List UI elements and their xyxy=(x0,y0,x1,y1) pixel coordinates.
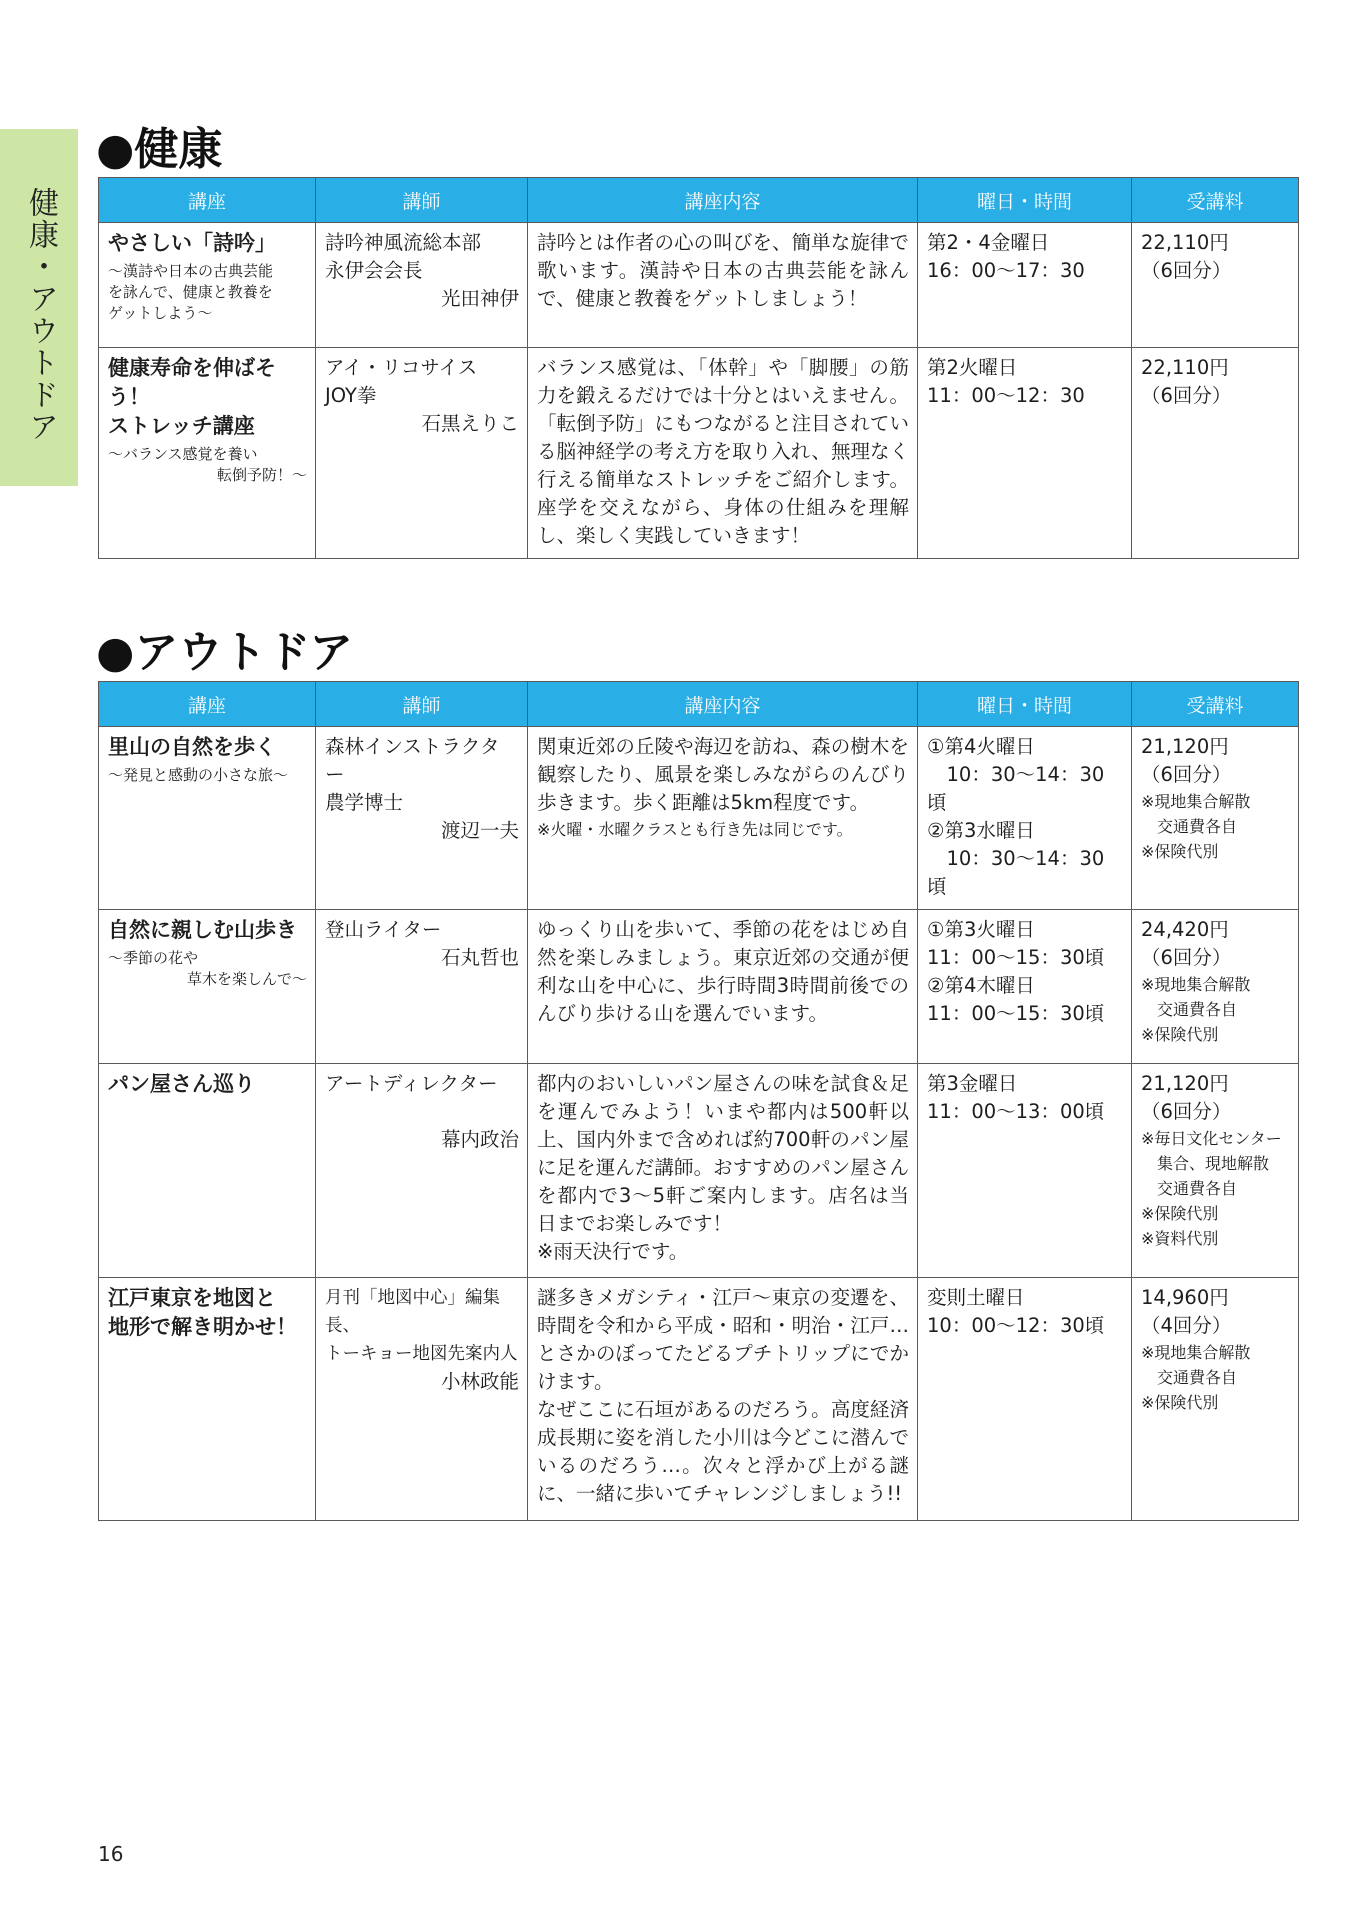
course-description-extra: なぜここに石垣があるのだろう。高度経済成長期に姿を消した小川は今どこに潜んでいるのだろう…。次々と浮かび上がる謎に、一緒に歩いてチャレンジしましょう!! xyxy=(537,1398,909,1505)
instructor-cell xyxy=(316,910,528,1064)
instructor-cell xyxy=(316,727,528,910)
header-course: 講座 xyxy=(99,682,316,727)
instructor-affiliation: 農学博士 xyxy=(325,791,404,814)
course-cell xyxy=(99,1064,316,1278)
header-schedule: 曜日・時間 xyxy=(918,682,1132,727)
fee-cell xyxy=(1132,1064,1299,1278)
course-cell xyxy=(99,1278,316,1521)
content-cell xyxy=(528,223,918,348)
spacer xyxy=(325,1098,519,1126)
fee-note: 交通費各自 xyxy=(1141,1179,1238,1198)
fee-note: ※保険代別 xyxy=(1141,1204,1219,1223)
course-subtitle-line: ～バランス感覚を養い xyxy=(108,445,258,463)
section-side-tab xyxy=(0,129,78,486)
instructor-affiliation: 登山ライター xyxy=(325,918,442,941)
schedule-line: 第2・4金曜日 xyxy=(927,231,1050,254)
schedule-line: ①第4火曜日 xyxy=(927,735,1035,758)
course-description: 謎多きメガシティ・江戸～東京の変遷を、時間を令和から平成・昭和・明治・江戸…とさかのぼってたどるプチトリップにでかけます。 xyxy=(537,1286,909,1393)
schedule-cell xyxy=(918,1278,1132,1521)
table-row xyxy=(99,727,1299,910)
table-row xyxy=(99,910,1299,1064)
header-course: 講座 xyxy=(99,178,316,223)
instructor-cell xyxy=(316,223,528,348)
content-cell xyxy=(528,910,918,1064)
schedule-line: 10：30～14：30頃 xyxy=(927,847,1105,898)
course-cell xyxy=(99,348,316,559)
schedule-line: 11：00～15：30頃 xyxy=(927,1002,1105,1025)
fee-amount: 21,120円 xyxy=(1141,1072,1229,1095)
table-header-row xyxy=(99,178,1299,223)
course-subtitle-line: ～漢詩や日本の古典芸能 xyxy=(108,262,274,280)
course-description: 詩吟とは作者の心の叫びを、簡単な旋律で歌います。漢詩や日本の古典芸能を詠んで、健康と教養をゲットしましょう！ xyxy=(537,231,909,310)
fee-cell xyxy=(1132,348,1299,559)
fee-sessions: （6回分） xyxy=(1141,259,1232,282)
fee-note: ※保険代別 xyxy=(1141,1393,1219,1412)
fee-amount: 21,120円 xyxy=(1141,735,1229,758)
course-table-health xyxy=(98,177,1299,559)
course-subtitle: ～発見と感動の小さな旅～ xyxy=(108,766,289,784)
table-header-row xyxy=(99,682,1299,727)
course-cell xyxy=(99,910,316,1064)
course-subtitle-line: 転倒予防！～ xyxy=(216,466,307,484)
fee-cell xyxy=(1132,223,1299,348)
instructor-name: 光田神伊 xyxy=(440,287,519,310)
fee-note: 交通費各自 xyxy=(1141,1368,1238,1387)
instructor-affiliation: 永伊会会長 xyxy=(325,259,423,282)
course-subtitle-line: ゲットしよう～ xyxy=(108,304,213,322)
section-title-outdoor: ●アウトドア xyxy=(96,627,354,678)
page-number: 16 xyxy=(98,1842,124,1866)
fee-sessions: （6回分） xyxy=(1141,384,1232,407)
instructor-affiliation: 森林インストラクター xyxy=(325,735,500,786)
schedule-line: ②第3水曜日 xyxy=(927,819,1035,842)
course-subtitle xyxy=(108,444,307,486)
fee-cell xyxy=(1132,1278,1299,1521)
instructor-name: 幕内政治 xyxy=(440,1128,519,1151)
table-row xyxy=(99,1064,1299,1278)
fee-sessions: （6回分） xyxy=(1141,946,1232,969)
fee-note: ※現地集合解散 xyxy=(1141,792,1251,811)
fee-amount: 24,420円 xyxy=(1141,918,1229,941)
course-cell xyxy=(99,727,316,910)
table-row xyxy=(99,1278,1299,1521)
instructor-name: 石黒えりこ xyxy=(421,412,519,435)
course-note: ※火曜・水曜クラスとも行き先は同じです。 xyxy=(537,820,853,839)
fee-sessions: （4回分） xyxy=(1141,1314,1232,1337)
fee-sessions: （6回分） xyxy=(1141,763,1232,786)
course-title: ストレッチ講座 xyxy=(108,414,255,438)
schedule-line: 16：00～17：30 xyxy=(927,259,1085,282)
fee-amount: 14,960円 xyxy=(1141,1286,1229,1309)
schedule-line: 11：00～12：30 xyxy=(927,384,1085,407)
content-cell xyxy=(528,727,918,910)
table-row xyxy=(99,223,1299,348)
section-title-health: ●健康 xyxy=(96,124,223,175)
schedule-cell xyxy=(918,348,1132,559)
schedule-line: 11：00～13：00頃 xyxy=(927,1100,1105,1123)
content-cell xyxy=(528,1064,918,1278)
course-cell xyxy=(99,223,316,348)
course-description: 関東近郊の丘陵や海辺を訪ね、森の樹木を観察したり、風景を楽しみながらのんびり歩きます。歩く距離は5km程度です。 xyxy=(537,735,909,814)
course-table-outdoor xyxy=(98,681,1299,1521)
course-title: やさしい「詩吟」 xyxy=(108,231,276,255)
schedule-line: 変則土曜日 xyxy=(927,1286,1025,1309)
schedule-cell xyxy=(918,727,1132,910)
instructor-cell xyxy=(316,1278,528,1521)
header-content: 講座内容 xyxy=(528,682,918,727)
fee-note: ※現地集合解散 xyxy=(1141,975,1251,994)
fee-note: ※毎日文化センター xyxy=(1141,1129,1282,1148)
course-note: ※雨天決行です。 xyxy=(537,1240,689,1263)
schedule-line: 10：00～12：30頃 xyxy=(927,1314,1105,1337)
instructor-affiliation: 月刊「地図中心」編集長、 xyxy=(325,1288,500,1336)
fee-sessions: （6回分） xyxy=(1141,1100,1232,1123)
fee-amount: 22,110円 xyxy=(1141,231,1229,254)
instructor-affiliation: アイ・リコサイス xyxy=(325,356,478,379)
schedule-line: ①第3火曜日 xyxy=(927,918,1035,941)
course-title: 健康寿命を伸ばそう！ xyxy=(108,356,276,409)
course-subtitle xyxy=(108,261,307,324)
course-description: ゆっくり山を歩いて、季節の花をはじめ自然を楽しみましょう。東京近郊の交通が便利な山を中心に、歩行時間3時間前後でのんびり歩ける山を選んでいます。 xyxy=(537,918,909,1025)
course-title: パン屋さん巡り xyxy=(108,1072,255,1096)
table-row xyxy=(99,348,1299,559)
instructor-affiliation: トーキョー地図先案内人 xyxy=(325,1344,518,1364)
fee-note: ※資料代別 xyxy=(1141,1229,1219,1248)
schedule-cell xyxy=(918,223,1132,348)
course-subtitle xyxy=(108,948,307,990)
fee-note: 集合、現地解散 xyxy=(1141,1154,1270,1173)
instructor-affiliation: 詩吟神風流総本部 xyxy=(325,231,482,254)
instructor-affiliation: JOY拳 xyxy=(325,384,377,407)
schedule-line: 第3金曜日 xyxy=(927,1072,1018,1095)
schedule-line: ②第4木曜日 xyxy=(927,974,1035,997)
fee-note: ※現地集合解散 xyxy=(1141,1343,1251,1362)
course-subtitle-line: 草木を楽しんで～ xyxy=(186,970,307,988)
fee-note: ※保険代別 xyxy=(1141,842,1219,861)
course-title: 江戸東京を地図と xyxy=(108,1286,276,1310)
instructor-name: 渡辺一夫 xyxy=(440,819,519,842)
schedule-cell xyxy=(918,1064,1132,1278)
fee-cell xyxy=(1132,910,1299,1064)
header-fee: 受講料 xyxy=(1132,178,1299,223)
course-subtitle-line: を詠んで、健康と教養を xyxy=(108,283,273,301)
schedule-line: 第2火曜日 xyxy=(927,356,1018,379)
course-description: バランス感覚は、「体幹」や「脚腰」の筋力を鍛えるだけでは十分とはいえません。「転倒予防」にもつながると注目されている脳神経学の考え方を取り入れ、無理なく行える簡単なストレッチをご紹介します。座学を交えながら、身体の仕組みを理解し、楽しく実践していきます！ xyxy=(537,356,909,547)
course-title: 自然に親しむ山歩き xyxy=(108,918,297,942)
schedule-line: 11：00～15：30頃 xyxy=(927,946,1105,969)
header-schedule: 曜日・時間 xyxy=(918,178,1132,223)
content-cell xyxy=(528,348,918,559)
fee-note: 交通費各自 xyxy=(1141,817,1238,836)
header-fee: 受講料 xyxy=(1132,682,1299,727)
header-instructor: 講師 xyxy=(316,178,528,223)
course-title: 里山の自然を歩く xyxy=(108,735,276,759)
instructor-name: 石丸哲也 xyxy=(440,946,519,969)
course-subtitle-line: ～季節の花や xyxy=(108,949,199,967)
fee-cell xyxy=(1132,727,1299,910)
content-cell xyxy=(528,1278,918,1521)
course-description: 都内のおいしいパン屋さんの味を試食＆足を運んでみよう！いまや都内は500軒以上、国内外まで含めれば約700軒のパン屋に足を運んだ講師。おすすめのパン屋さんを都内で3～5軒ご案内します。店名は当日までお楽しみです！ xyxy=(537,1072,909,1235)
course-title: 地形で解き明かせ！ xyxy=(108,1315,297,1339)
side-tab-label: 健康・アウトドア xyxy=(23,187,58,443)
fee-note: ※保険代別 xyxy=(1141,1025,1219,1044)
schedule-cell xyxy=(918,910,1132,1064)
header-instructor: 講師 xyxy=(316,682,528,727)
instructor-cell xyxy=(316,1064,528,1278)
schedule-line: 10：30～14：30頃 xyxy=(927,763,1105,814)
fee-note: 交通費各自 xyxy=(1141,1000,1238,1019)
fee-amount: 22,110円 xyxy=(1141,356,1229,379)
header-content: 講座内容 xyxy=(528,178,918,223)
instructor-name: 小林政能 xyxy=(440,1370,519,1393)
instructor-affiliation: アートディレクター xyxy=(325,1072,498,1095)
instructor-cell xyxy=(316,348,528,559)
